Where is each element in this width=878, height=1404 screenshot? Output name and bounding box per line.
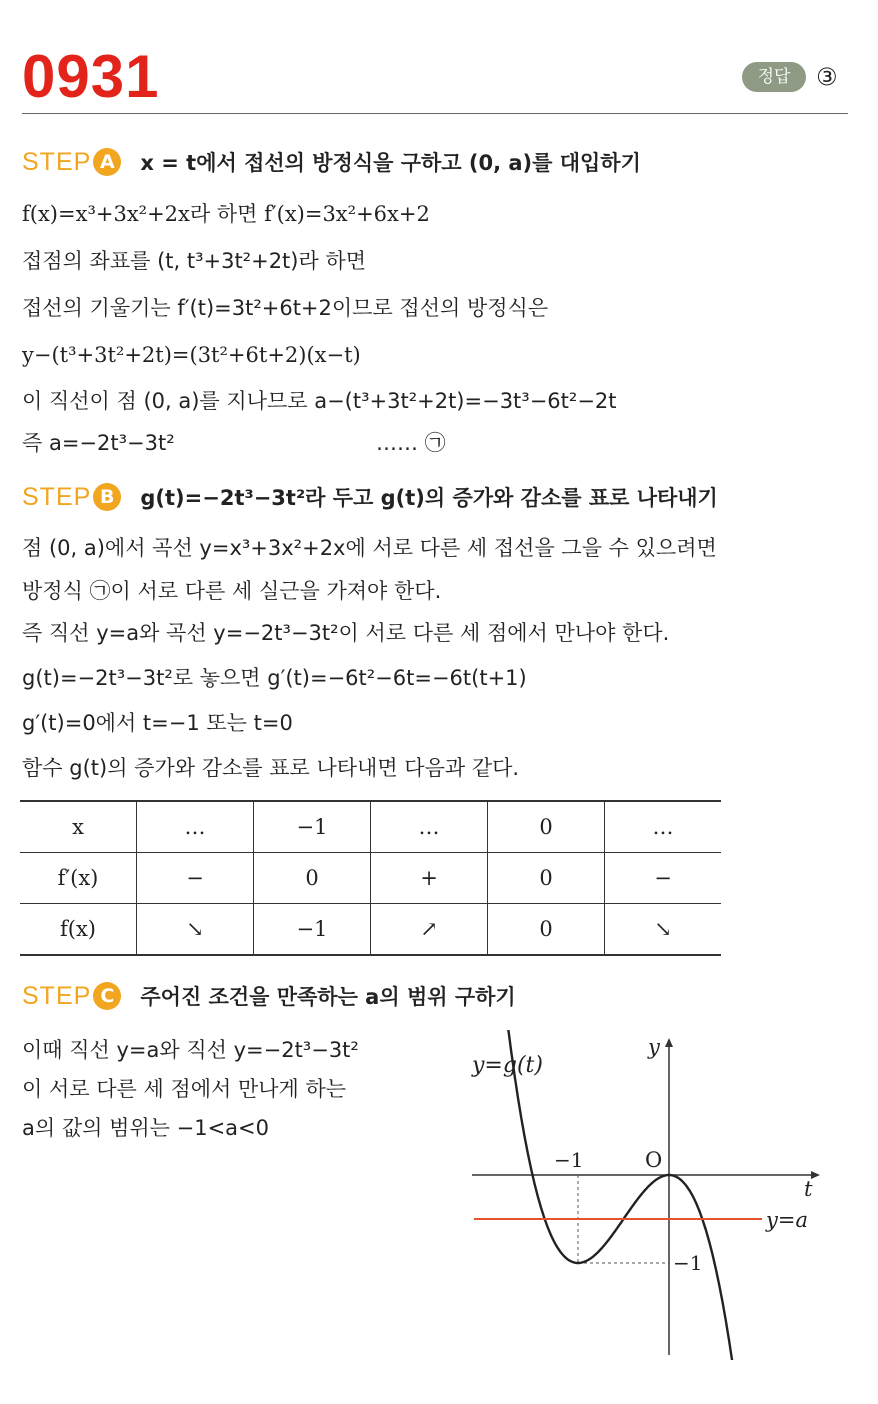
y-tick-label: −1 xyxy=(673,1251,703,1275)
step-b-line-3: 즉 직선 y=a와 곡선 y=−2t³−3t²이 서로 다른 세 점에서 만나야 한다. xyxy=(22,621,670,645)
table-row xyxy=(20,853,721,904)
sign-table xyxy=(20,800,721,956)
step-c-header xyxy=(22,980,516,1013)
table-cell: f′(x) xyxy=(20,853,137,904)
step-b-header xyxy=(22,481,718,514)
function-graph xyxy=(462,1030,842,1360)
table-cell: −1 xyxy=(254,904,371,956)
equation-marker: …… ㉠ xyxy=(376,431,446,455)
origin-label: O xyxy=(645,1148,663,1172)
step-c-line-2: 이 서로 다른 세 점에서 만나게 하는 xyxy=(22,1077,347,1101)
table-cell: 0 xyxy=(488,801,605,853)
step-b-circle: B xyxy=(93,483,121,511)
table-cell: 0 xyxy=(488,853,605,904)
step-b-line-5: g′(t)=0에서 t=−1 또는 t=0 xyxy=(22,711,293,735)
step-a-title: x = t에서 접선의 방정식을 구하고 (0, a)를 대입하기 xyxy=(140,151,641,175)
table-row xyxy=(20,904,721,956)
x-tick-label: −1 xyxy=(554,1148,584,1172)
step-a-line-2: 접점의 좌표를 (t, t³+3t²+2t)라 하면 xyxy=(22,249,367,273)
answer-badge: 정답 xyxy=(742,62,806,92)
step-a-line-4: y−(t³+3t²+2t)=(3t²+6t+2)(x−t) xyxy=(22,343,361,367)
step-b-title: g(t)=−2t³−3t²라 두고 g(t)의 증가와 감소를 표로 나타내기 xyxy=(140,486,718,510)
curve-label: y=g(t) xyxy=(472,1053,543,1078)
step-b-line-2: 방정식 ㉠이 서로 다른 세 실근을 가져야 한다. xyxy=(22,579,442,603)
step-a-line-3: 접선의 기울기는 f′(t)=3t²+6t+2이므로 접선의 방정식은 xyxy=(22,296,549,320)
answer-value: ③ xyxy=(816,63,838,91)
table-cell: ↘ xyxy=(654,917,672,941)
step-c-line-1: 이때 직선 y=a와 직선 y=−2t³−3t² xyxy=(22,1038,359,1062)
y-axis-arrow xyxy=(665,1038,673,1047)
step-a-line-1: f(x)=x³+3x²+2x라 하면 f′(x)=3x²+6x+2 xyxy=(22,202,430,226)
table-cell: + xyxy=(371,853,488,904)
header-divider xyxy=(22,113,848,114)
problem-number: 0931 xyxy=(22,43,160,110)
table-cell: 0 xyxy=(254,853,371,904)
curve-g xyxy=(492,1030,756,1360)
t-axis-label: t xyxy=(804,1177,813,1201)
step-c-circle: C xyxy=(93,982,121,1010)
step-c-line-3: a의 값의 범위는 −1<a<0 xyxy=(22,1116,269,1140)
step-b-label: STEP xyxy=(22,483,92,511)
table-cell: … xyxy=(605,801,722,853)
step-c-title: 주어진 조건을 만족하는 a의 범위 구하기 xyxy=(140,985,516,1009)
step-a-circle: A xyxy=(93,148,121,176)
step-b-line-4: g(t)=−2t³−3t²로 놓으면 g′(t)=−6t²−6t=−6t(t+1) xyxy=(22,666,527,690)
step-b-line-1: 점 (0, a)에서 곡선 y=x³+3x²+2x에 서로 다른 세 접선을 그을 수 있으려면 xyxy=(22,536,717,560)
step-a-line-6: 즉 a=−2t³−3t² xyxy=(22,431,175,455)
line-a-label: y=a xyxy=(766,1208,808,1232)
table-cell: −1 xyxy=(254,801,371,853)
table-row xyxy=(20,801,721,853)
y-axis-label: y xyxy=(648,1035,660,1059)
table-cell: … xyxy=(137,801,254,853)
step-c-label: STEP xyxy=(22,982,92,1010)
axes xyxy=(472,1038,820,1355)
step-a-label: STEP xyxy=(22,148,92,176)
table-cell: ↘ xyxy=(137,904,254,956)
table-cell: 0 xyxy=(488,904,605,956)
table-cell: ↗ xyxy=(371,904,488,956)
step-a-header xyxy=(22,146,641,179)
table-cell: … xyxy=(371,801,488,853)
table-cell: − xyxy=(605,853,722,904)
table-cell: − xyxy=(137,853,254,904)
table-cell: x xyxy=(20,801,137,853)
step-a-line-5: 이 직선이 점 (0, a)를 지나므로 a−(t³+3t²+2t)=−3t³−6t²−2t xyxy=(22,389,617,413)
table-cell: f(x) xyxy=(20,904,137,956)
step-b-line-6: 함수 g(t)의 증가와 감소를 표로 나타내면 다음과 같다. xyxy=(22,756,520,780)
